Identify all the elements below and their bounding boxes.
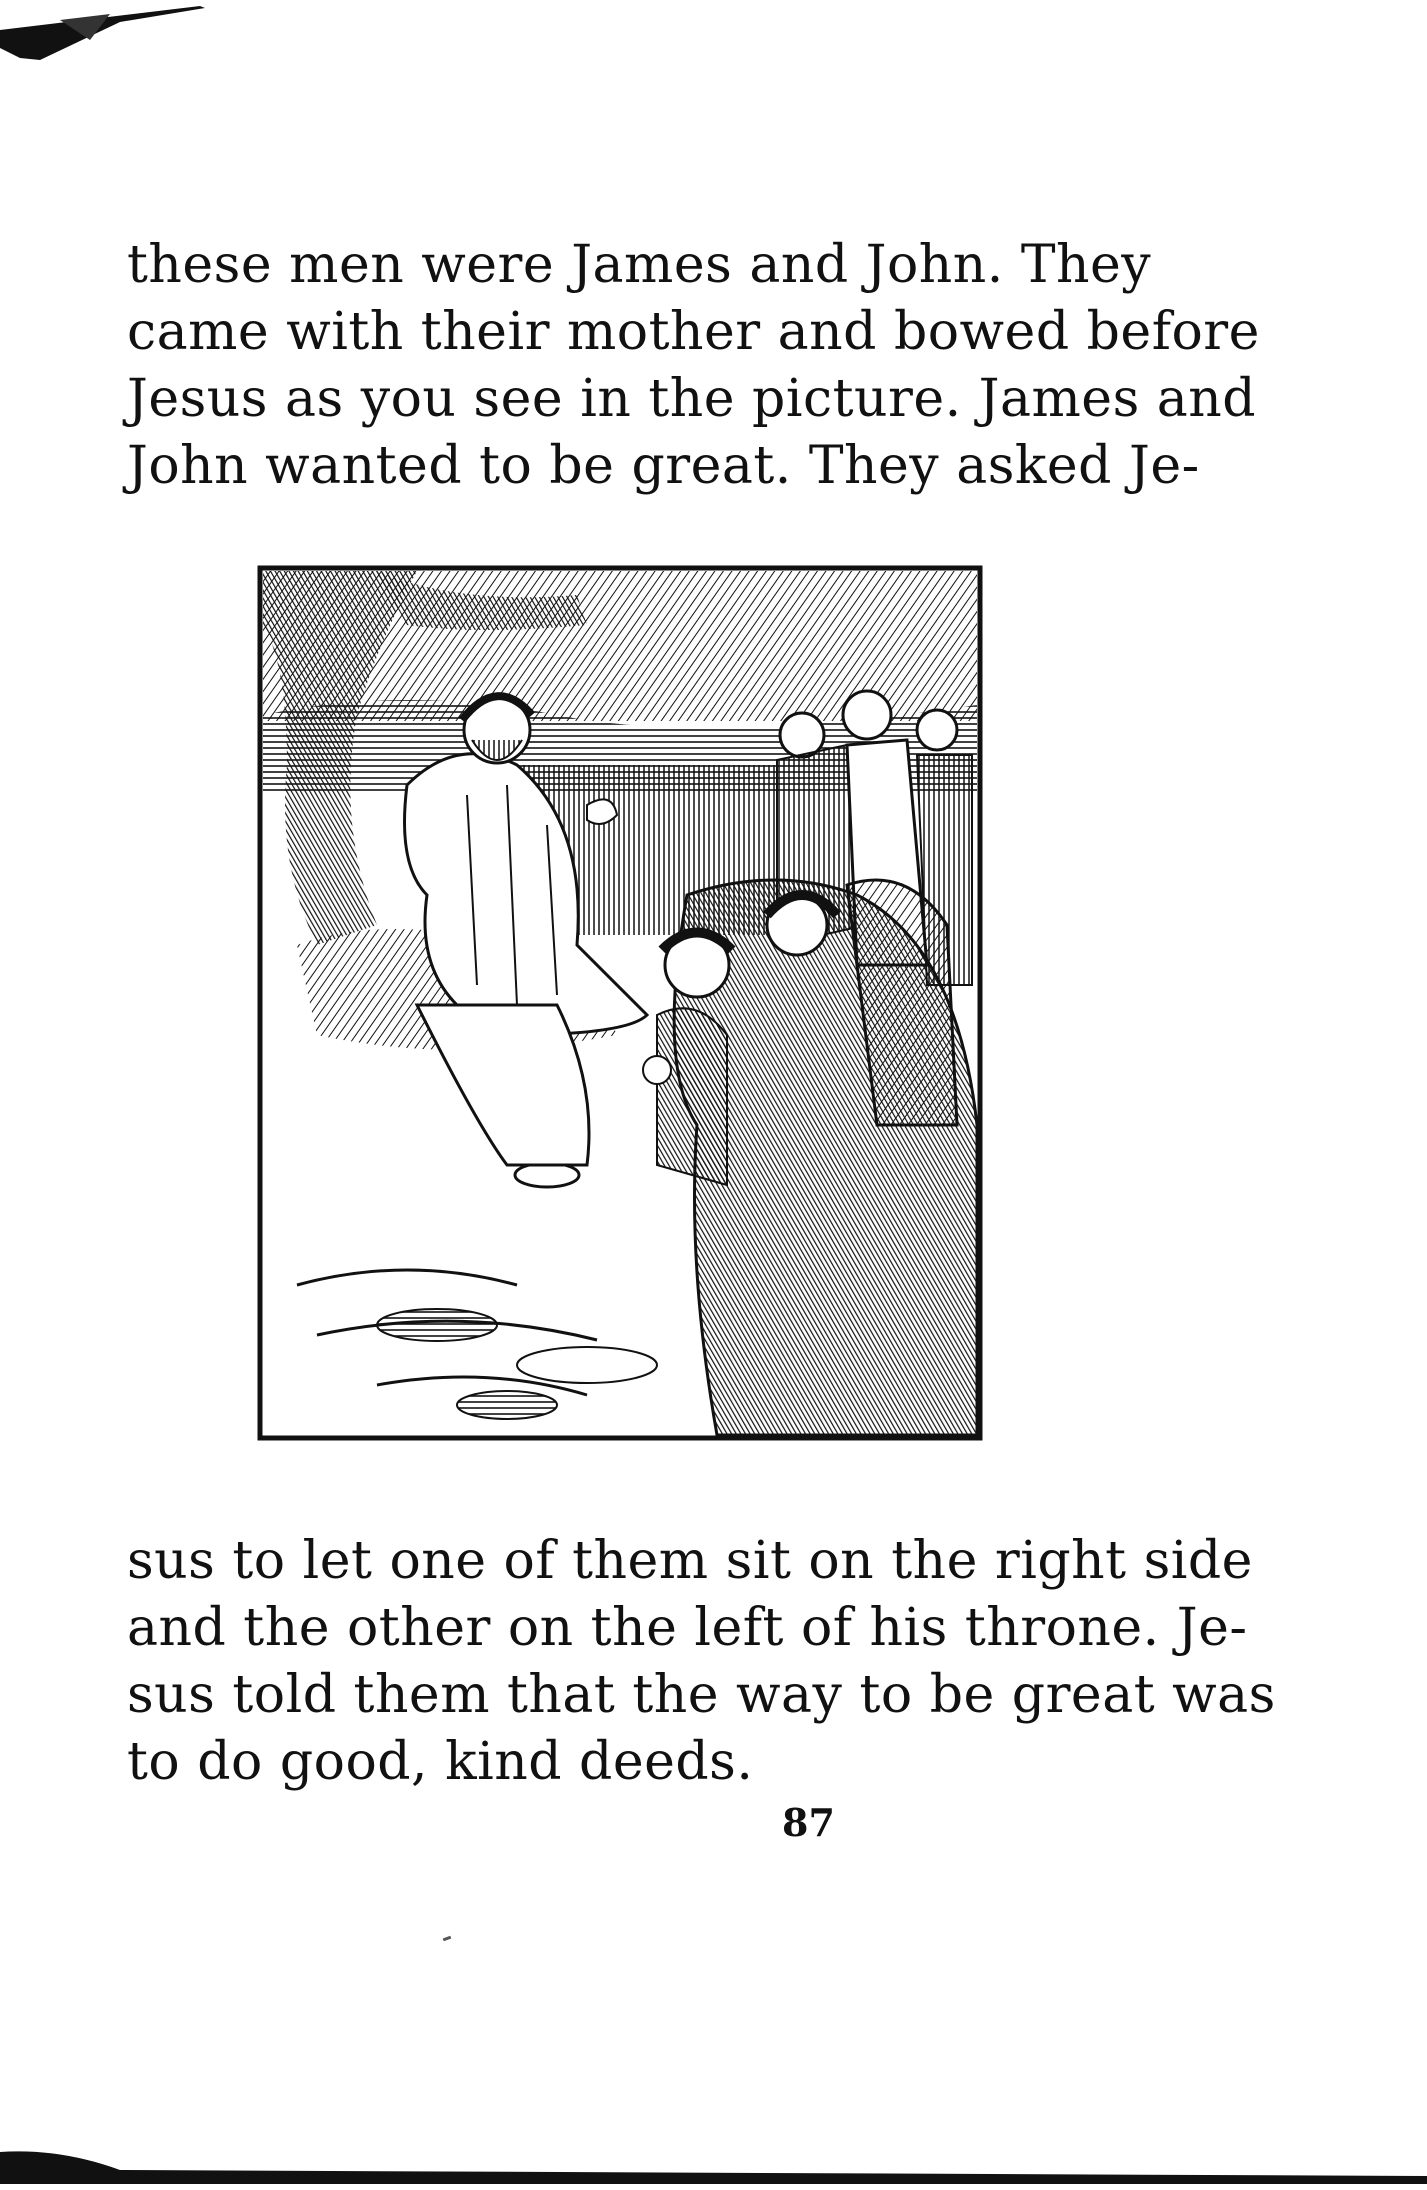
- text-line: to do good, kind deeds.: [127, 1732, 754, 1792]
- text-line: these men were James and John. They: [127, 235, 1152, 295]
- bottom-paragraph: [127, 1528, 1276, 1796]
- text-line: John wanted to be great. They asked Je-: [127, 436, 1200, 496]
- top-paragraph: [127, 232, 1260, 500]
- text-line: sus told them that the way to be great was: [127, 1665, 1276, 1725]
- bottom-page-edge: [0, 2148, 1427, 2190]
- illustration-jesus-and-disciples: [257, 565, 983, 1441]
- page-number: 87: [782, 1800, 835, 1845]
- text-line: Jesus as you see in the picture. James and: [127, 369, 1257, 429]
- text-line: and the other on the left of his throne. Je-: [127, 1598, 1248, 1658]
- text-line: sus to let one of them sit on the right side: [127, 1531, 1253, 1591]
- ink-speck: [443, 1936, 452, 1942]
- text-line: came with their mother and bowed before: [127, 302, 1260, 362]
- corner-ink-mark: [0, 0, 220, 80]
